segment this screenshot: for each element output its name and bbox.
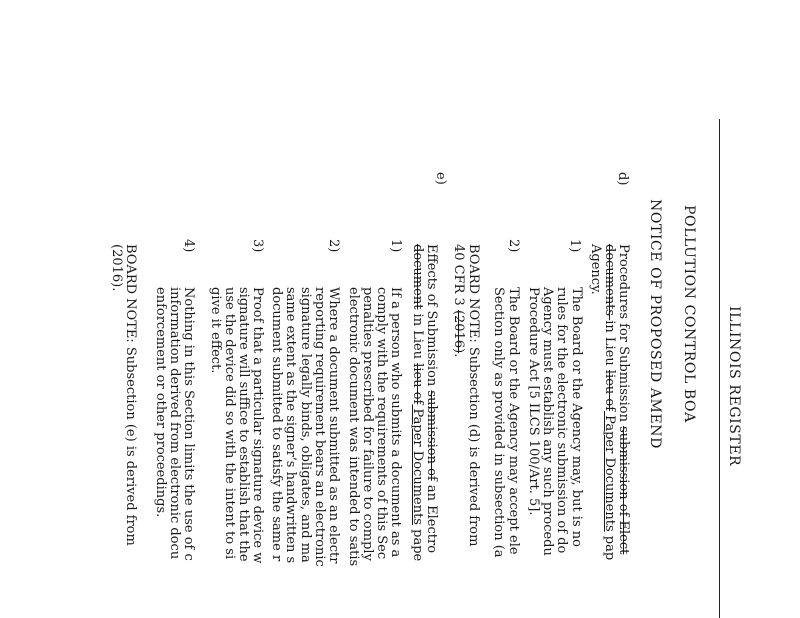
- d-note-text: 40 CFR 3: [451, 244, 466, 310]
- d-item-2-line-1: The Board or the Agency may accept ele: [506, 287, 521, 555]
- e-item-4-line-3: enforcement or other proceedings.: [153, 287, 168, 518]
- subsection-d-title-line-3: Agency.: [588, 244, 603, 295]
- e-item-3-line-2: signature will suffice to establish that the: [236, 287, 251, 562]
- d-title-deleted-text: submission of Elect: [616, 426, 631, 555]
- d-title-deleted-text: documents: [602, 244, 617, 321]
- board-title: POLLUTION CONTROL BOA: [681, 205, 697, 423]
- e-item-4-line-1: Nothing in this Section limits the use of c: [181, 287, 196, 561]
- e-item-4-line-2: information derived from electronic docu: [167, 287, 182, 560]
- d-title-text: Procedures for Submission: [616, 244, 631, 427]
- d-item-1-line-4: Procedure Act [5 ILCS 100/Art. 5].: [526, 287, 541, 516]
- d-title-deleted-text: lieu of: [602, 369, 617, 412]
- d-item-1-line-3: Agency must establish any such procedu: [540, 287, 555, 556]
- register-title: ILLINOIS REGISTER: [726, 306, 742, 467]
- subsection-e-label: e): [433, 172, 448, 185]
- d-title-text: in Lieu: [602, 320, 617, 370]
- d-item-2-label: 2): [506, 239, 521, 253]
- e-item-3-line-3: use the device did so with the intent to si: [222, 287, 237, 560]
- e-item-2-line-4: same extent as the signer’s handwritten s: [283, 287, 298, 564]
- e-title-inserted-text: Paper Documents: [410, 404, 425, 525]
- header-rule: [719, 119, 720, 618]
- e-board-note-line-2: (2016).: [109, 244, 124, 292]
- e-item-3-label: 3): [250, 239, 265, 253]
- subsection-d-title-line-2: [602, 244, 617, 560]
- d-board-note-line-1: BOARD NOTE: Subsection (d) is derived from: [466, 244, 481, 547]
- d-board-note-line-2: [451, 244, 466, 357]
- e-title-text: an Electro: [424, 480, 439, 554]
- e-item-2-line-1: Where a document submitted as an electr: [326, 287, 341, 564]
- d-item-1-line-1: The Board or the Agency may, but is no: [569, 287, 584, 547]
- e-item-3-line-4: give it effect.: [208, 287, 223, 374]
- e-title-text: pape: [410, 524, 425, 562]
- e-title-deleted-text: submission of: [424, 390, 439, 481]
- d-title-inserted-text: Paper Documents: [602, 411, 617, 532]
- d-note-deleted-text: (2016): [451, 309, 466, 354]
- e-item-1-line-3: penalties prescribed for failure to comply: [360, 287, 375, 561]
- e-title-text: in Lieu: [410, 309, 425, 364]
- subsection-e-title-line-2: [410, 244, 425, 561]
- e-board-note-line-1: BOARD NOTE: Subsection (e) is derived from: [123, 244, 138, 546]
- e-item-2-label: 2): [326, 239, 341, 253]
- e-item-1-line-2: comply with the requirements of this Sec: [374, 287, 389, 560]
- e-title-deleted-text: document: [410, 244, 425, 310]
- e-title-text: Effects of Submission: [424, 244, 439, 391]
- subsection-d-title-line-1: [616, 244, 631, 554]
- subsection-e-title-line-1: [424, 244, 439, 553]
- subsection-d-label: d): [615, 172, 630, 186]
- e-item-2-line-2: reporting requirement bears an electronic: [312, 287, 327, 567]
- d-note-text: .: [451, 353, 466, 358]
- e-item-3-line-1: Proof that a particular signature device w: [250, 287, 265, 564]
- e-item-4-label: 4): [181, 239, 196, 253]
- notice-title: NOTICE OF PROPOSED AMEND: [647, 199, 663, 449]
- e-title-deleted-text: lieu of: [410, 363, 425, 405]
- d-item-1-line-2: rules for the electronic submission of do: [554, 287, 569, 554]
- e-item-1-line-4: electronic document was intended to satis: [346, 287, 361, 567]
- e-item-1-line-1: If a person who submits a document as a: [388, 287, 403, 558]
- d-item-2-line-2: Section only as provided in subsection (a: [491, 287, 506, 558]
- e-item-2-line-5: document submitted to satisfy the same r: [269, 287, 284, 562]
- d-item-1-label: 1): [567, 239, 582, 253]
- e-item-1-label: 1): [388, 239, 403, 253]
- e-item-2-line-3: signature legally binds, obligates, and ma: [298, 287, 313, 563]
- d-title-text: pap: [602, 531, 617, 561]
